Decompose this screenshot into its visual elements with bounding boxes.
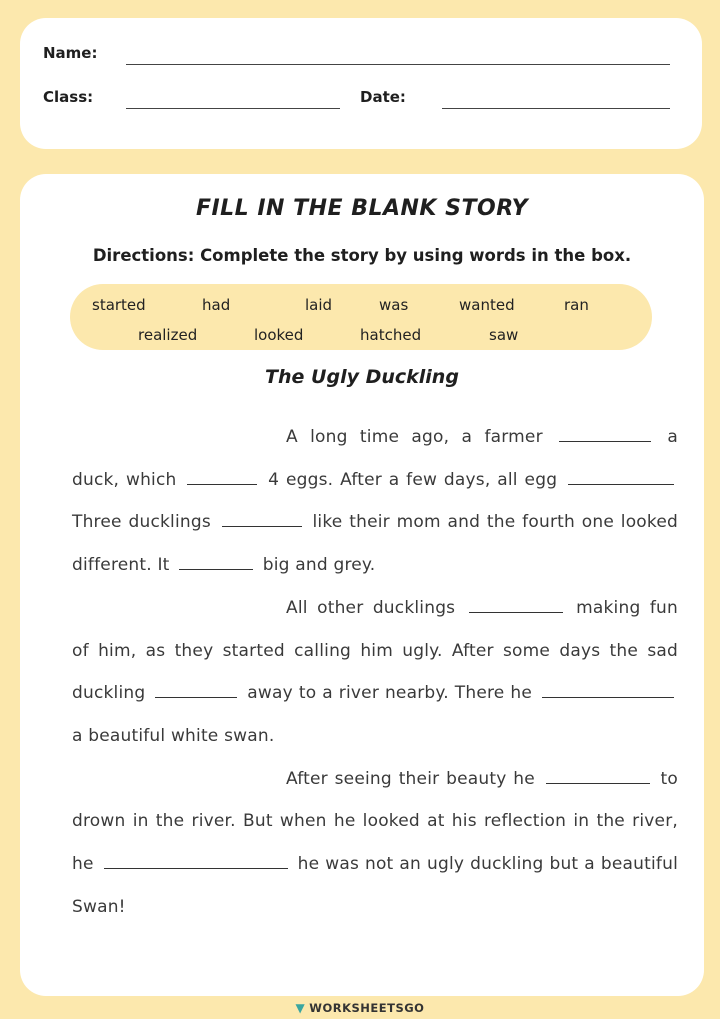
answer-blank[interactable] [568,483,674,485]
worksheet-card [20,174,704,996]
directions-text: Directions: Complete the story by using words in the box. [92,246,632,265]
story-title: The Ugly Duckling [265,366,459,388]
word-bank-item: saw [489,326,519,344]
answer-blank[interactable] [546,782,650,784]
answer-blank[interactable] [187,483,257,485]
story-paragraph [72,758,678,929]
student-info-card [20,18,702,149]
story-text: he was not an ugly duckling but a beautiful Swan! [72,854,678,917]
word-bank-item: wanted [459,296,515,314]
word-bank-item: looked [254,326,304,344]
name-field[interactable] [126,64,670,65]
worksheetsgo-logo-icon: ▼ [295,1001,306,1015]
word-bank-item: started [92,296,146,314]
word-bank-item: was [379,296,409,314]
answer-blank[interactable] [155,696,237,698]
story-text: to drown in the river. But when he looked at his reflection in the river, he [72,768,678,875]
story-text: A long time ago, a farmer [286,427,543,447]
word-bank-item: hatched [360,326,422,344]
class-field[interactable] [126,108,340,109]
answer-blank[interactable] [104,867,288,869]
date-label: Date: [360,88,406,106]
story-text: 4 eggs. After a few days, all egg [268,469,558,490]
footer-brand [0,1001,720,1019]
worksheet-title: FILL IN THE BLANK STORY [195,196,529,221]
story-paragraph [72,587,678,758]
answer-blank[interactable] [559,440,651,442]
story-text: like their mom and the fourth one looked different. It [72,512,678,576]
story-text: All other ducklings [286,597,456,618]
story-text: a beautiful white swan. [72,725,275,746]
name-label: Name: [43,44,98,62]
word-bank [70,284,652,350]
word-bank-item: ran [564,296,589,314]
story-body [72,416,678,928]
word-bank-item: had [202,296,231,314]
story-text: making fun of him, as they started calling him ugly. After some days the sad duckling [72,597,678,704]
class-label: Class: [43,88,94,106]
answer-blank[interactable] [469,611,563,613]
word-bank-item: laid [305,296,333,314]
story-paragraph [72,416,678,587]
word-bank-item: realized [138,326,198,344]
story-text: After seeing their beauty he [286,768,535,789]
story-text: away to a river nearby. There he [247,683,533,704]
story-text: big and grey. [262,555,376,576]
story-text: a duck, which [72,427,679,490]
date-field[interactable] [442,108,670,109]
answer-blank[interactable] [179,568,253,570]
answer-blank[interactable] [542,696,674,698]
answer-blank[interactable] [222,525,302,527]
story-text: Three ducklings [72,512,211,533]
brand-name: WORKSHEETSGO [309,1001,425,1015]
